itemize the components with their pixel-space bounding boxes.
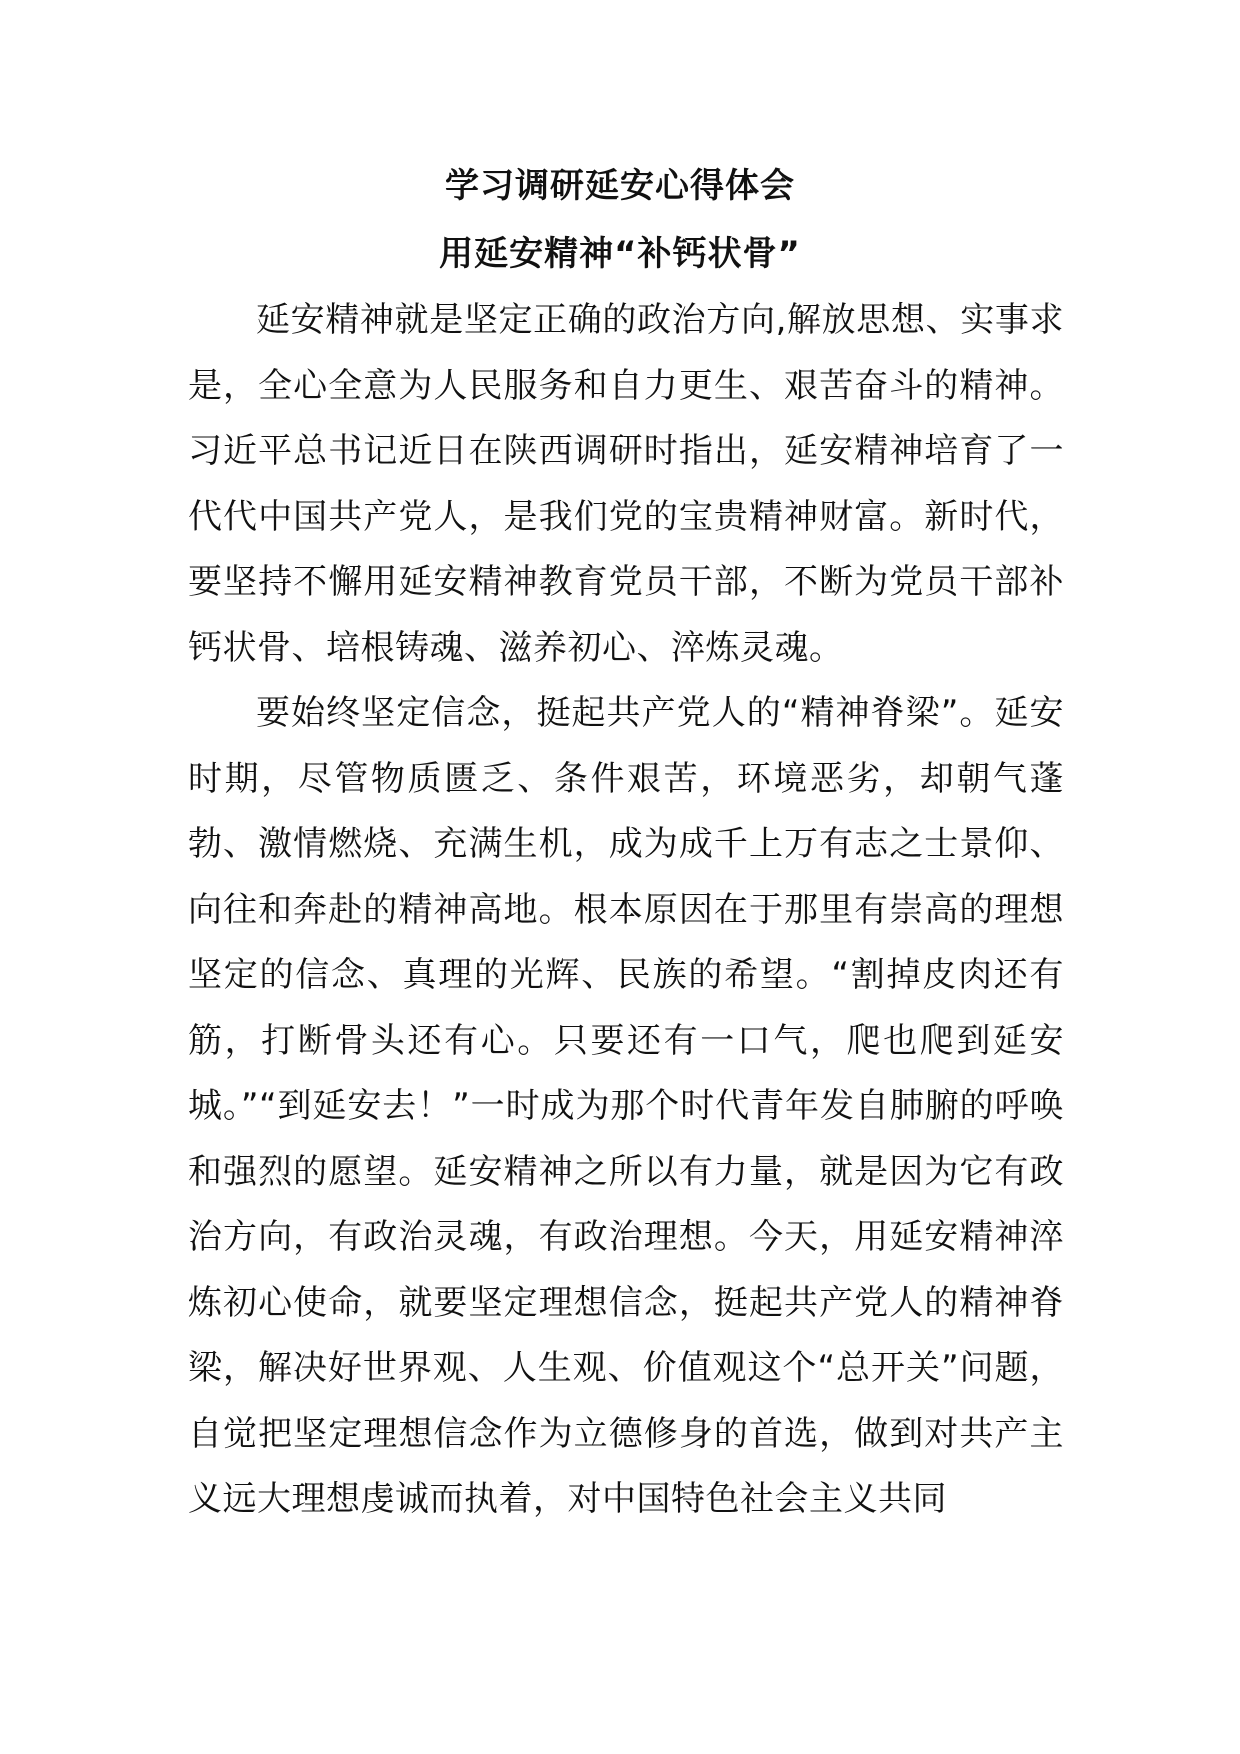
paragraph-2: 要始终坚定信念，挺起共产党人的“精神脊梁”。延安时期，尽管物质匮乏、条件艰苦，环境恶劣，却朝气蓬勃、激情燃烧、充满生机，成为成千上万有志之士景仰、向往和奔赴的精神高地。根本原因在于那里有崇高的理想坚定的信念、真理的光辉、民族的希望。“割掉皮肉还有筋，打断骨头还有心。只要还有一口气，爬也爬到延安城。”“到延安去！”一时成为那个时代青年发自肺腑的呼唤和强烈的愿望。延安精神之所以有力量，就是因为它有政治方向，有政治灵魂，有政治理想。今天，用延安精神淬炼初心使命，就要坚定理想信念，挺起共产党人的精神脊梁，解决好世界观、人生观、价值观这个“总开关”问题，自觉把坚定理想信念作为立德修身的首选，做到对共产主义远大理想虔诚而执着，对中国特色社会主义共同	[188, 693, 1064, 1519]
document-body	[188, 288, 1064, 1533]
document-title: 学习调研延安心得体会	[445, 166, 795, 206]
paragraph-1: 延安精神就是坚定正确的政治方向,解放思想、实事求是，全心全意为人民服务和自力更生、艰苦奋斗的精神。习近平总书记近日在陕西调研时指出，延安精神培育了一代代中国共产党人，是我们党的宝贵精神财富。新时代，要坚持不懈用延安精神教育党员干部，不断为党员干部补钙状骨、培根铸魂、滋养初心、淬炼灵魂。	[188, 300, 1064, 668]
document-subtitle: 用延安精神“补钙状骨”	[439, 234, 801, 274]
